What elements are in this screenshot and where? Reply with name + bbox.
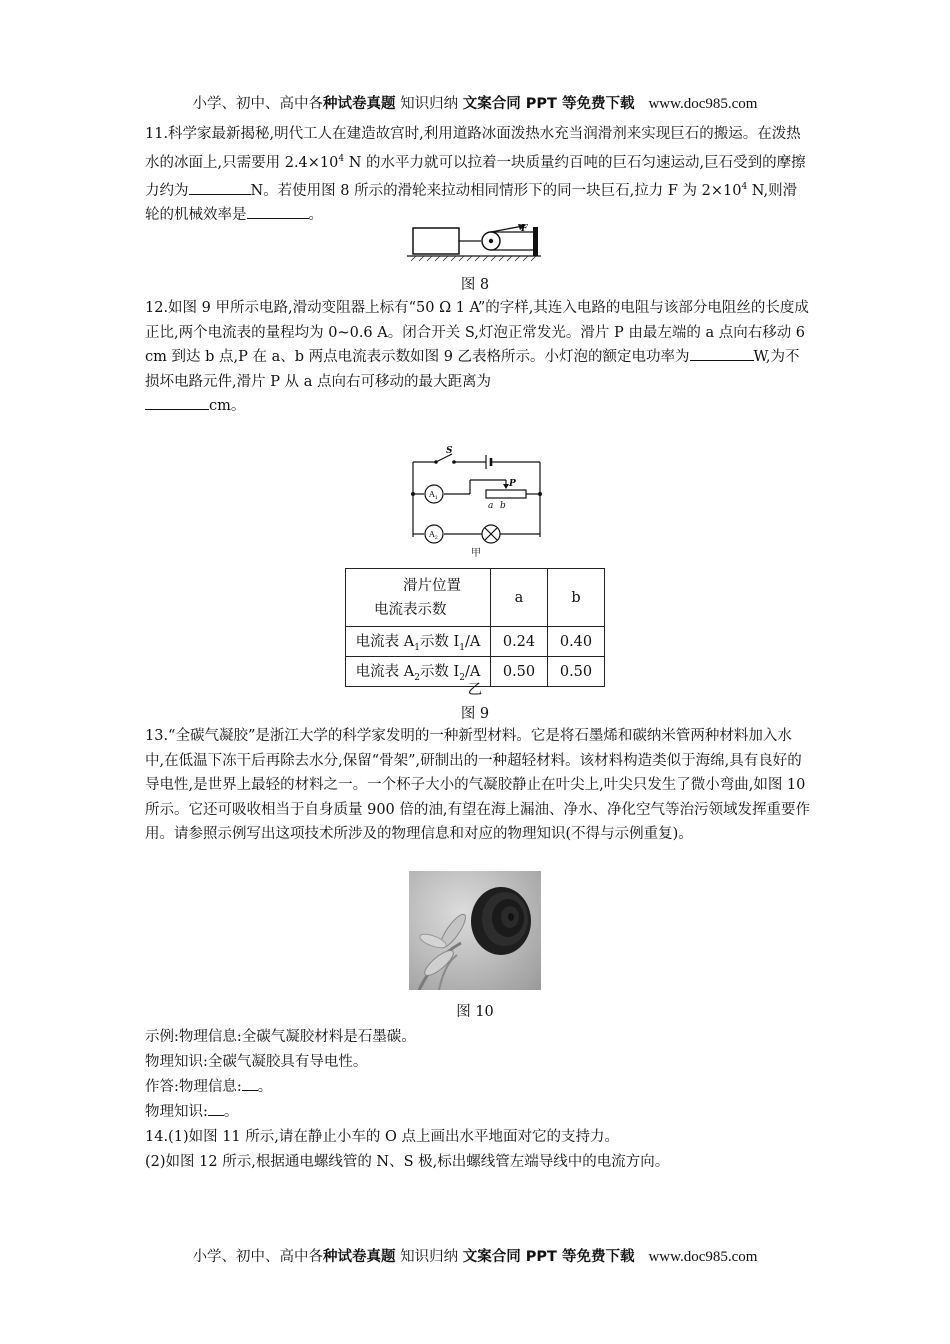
footer-brand-c: 知识归纳 [395, 1249, 463, 1265]
slider-label: P [509, 479, 516, 489]
example-knowledge: 物理知识:全碳气凝胶具有导电性。 [145, 1054, 368, 1070]
wall [533, 227, 538, 256]
question-11-text: 11.科学家最新揭秘,明代工人在建造故宫时,利用道路冰面泼热水充当润滑剂来实现巨石的搬运。在泼热水的冰面上,只需要用 $2.4\times 10^4$ N 的水平力就可以拉着一块质量约百吨的巨石匀速运动,巨石受到的摩擦力约为 N。若使用图 8 所示的滑轮来拉动相同情形下的同一块巨石,拉力 F 为 $2\times 10^4$ N,则滑轮的机械效率是 。 [145, 126, 806, 224]
header-url[interactable]: www.doc985.com [648, 96, 758, 112]
aerogel-on-leaf-illustration [409, 871, 541, 990]
footer-brand-d: 文案合同 PPT 等免费下载 [462, 1249, 635, 1265]
example-info: 示例:物理信息:全碳气凝胶材料是石墨碳。 [145, 1029, 416, 1045]
header-brand-a: 小学、初中、高中各 [192, 96, 323, 112]
figure-9-circuit-diagram [404, 442, 549, 558]
footer-url[interactable]: www.doc985.com [648, 1249, 758, 1265]
switch-label: S [446, 446, 453, 456]
figure-8-pulley-diagram [405, 223, 545, 263]
stone-block [413, 228, 459, 254]
question-13-text: 13.“全碳气凝胶”是浙江大学的科学家发明的一种新型材料。它是将石墨烯和碳纳米管两种材料加入水中,在低温下冻干后再除去水分,保留“骨架”,研制出的一种超轻材料。该材料构造类似于海绵,具有良好的导电性,是世界上最轻的材料之一。一个杯子大小的气凝胶静止在叶尖上,叶尖只发生了微小弯曲,如图 10 所示。它还可吸收相当于自身质量 900 倍的油,有望在海上漏油、净水、净化空气等治污领域发挥重要作用。请参照示例写出这项技术所涉及的物理信息和对应的物理知识(不得与示例重复)。 [145, 728, 810, 842]
page-header [0, 92, 950, 113]
figure-9-yi-label: 乙 [467, 682, 483, 698]
header-brand-d: 文案合同 PPT 等免费下载 [462, 96, 635, 112]
footer-brand-a: 小学、初中、高中各 [192, 1249, 323, 1265]
answer-info: 作答:物理信息: 。 [145, 1075, 272, 1099]
footer-brand-b: 种试卷真题 [323, 1249, 396, 1265]
force-label: F [521, 224, 528, 234]
header-brand-c: 知识归纳 [395, 96, 463, 112]
figure-8-caption: 图 8 [460, 277, 490, 293]
table-col-b: b [548, 569, 605, 627]
rheostat [486, 490, 526, 498]
question-12-text: 12.如图 9 甲所示电路,滑动变阻器上标有“50 Ω 1 A”的字样,其连入电路的电阻与该部分电阻丝的长度成正比,两个电流表的量程均为 0~0.6 A。闭合开关 S,灯泡正常发光。滑片 P 由最左端的 a 点向右移动 6 cm 到达 b 点,P 在 a、b 两点电流表示数如图 9 乙表格所示。小灯泡的额定电功率为 W,为不损坏电路元件,滑片 P 从 a 点向右可移动的最大距离为 cm。 [145, 300, 809, 414]
answer-knowledge: 物理知识: 。 [145, 1100, 238, 1124]
svg-text:A1: $A_1$ [429, 490, 438, 501]
figure-9-caption: 图 9 [460, 706, 490, 722]
answer-knowledge-blank[interactable] [208, 1100, 224, 1116]
ground-hatch [411, 256, 536, 261]
header-brand-b: 种试卷真题 [323, 96, 396, 112]
table-row: 电流表 $A_2$示数 $I_2/A$ 0.50 0.50 [346, 657, 605, 687]
table-col-a: a [491, 569, 548, 627]
page-footer [0, 1245, 950, 1266]
pulley-axle [489, 239, 493, 243]
point-b-label: b [500, 501, 506, 511]
table-row: 电流表 $A_1$示数 $I_1/A$ 0.24 0.40 [346, 627, 605, 657]
question-14-part-2: (2)如图 12 所示,根据通电螺线管的 N、S 极,标出螺线管左端导线中的电流方向。 [145, 1154, 670, 1170]
figure-10-caption: 图 10 [456, 1004, 494, 1020]
table-header-cell: 滑片位置 电流表示数 [346, 569, 491, 627]
figure-9-current-table [345, 568, 605, 687]
figure-10-aerogel-photo [409, 871, 541, 990]
question-14-part-1: 14.(1)如图 11 所示,请在静止小车的 O 点上画出水平地面对它的支持力。 [145, 1129, 619, 1145]
force-arrow [491, 226, 523, 232]
svg-text:A2: $A_2$ [429, 530, 438, 541]
point-a-label: a [488, 501, 494, 511]
figure-9-jia-label: 甲 [471, 548, 481, 558]
answer-info-blank[interactable] [242, 1075, 258, 1091]
